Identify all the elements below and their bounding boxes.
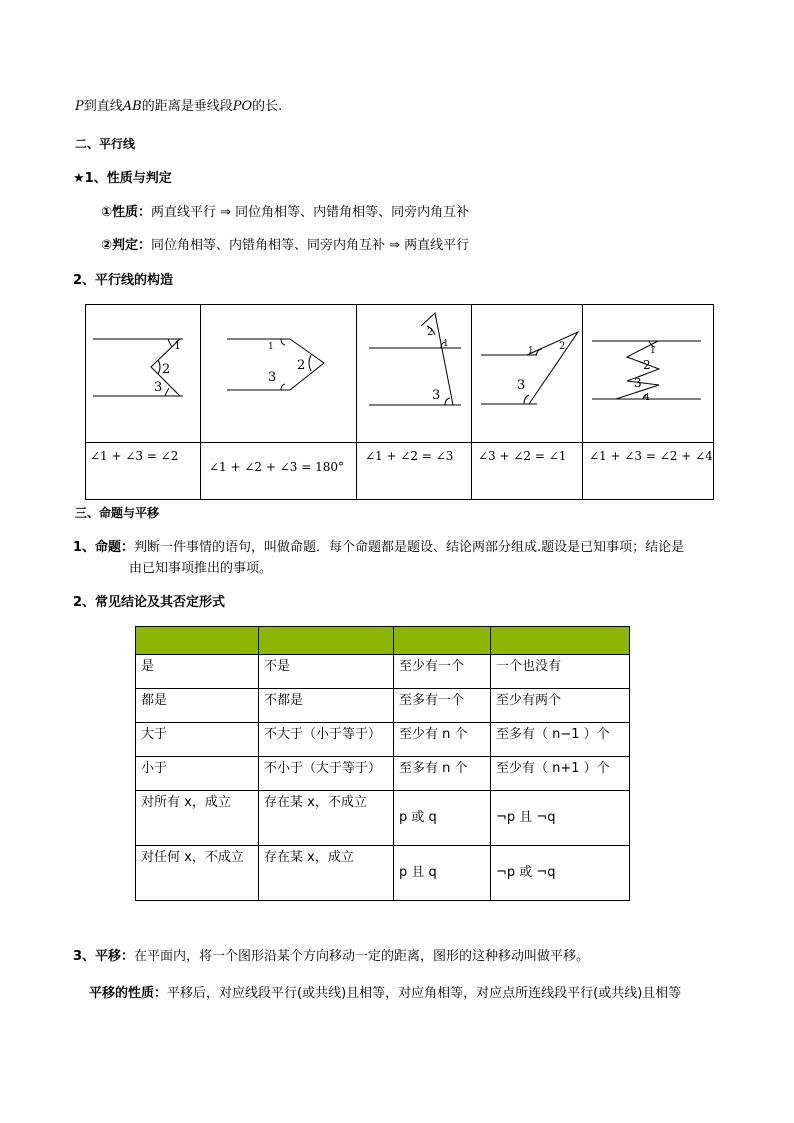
formula-4: ∠3 + ∠2 = ∠1 [478,449,567,463]
angle-mark-4: 4 [644,393,650,403]
translation-property-line [89,985,681,1003]
formula-3: ∠1 + ∠2 = ∠3 [365,449,454,463]
item-2-negation-title: 2、常见结论及其否定形式 [73,595,226,610]
formula-cell-3 [357,443,472,500]
figure-cell-5 [583,305,714,443]
table-row [136,723,630,757]
table-cell: ¬p 且 ¬q [491,791,630,846]
criterion-label: ②判定： [101,238,152,253]
table-row [136,689,630,723]
table-header-cell [259,627,394,655]
negation-table [135,626,630,901]
table-cell: p 且 q [394,846,491,901]
table-row [136,757,630,791]
translation-label: 3、平移： [73,949,135,964]
angle-mark-3: 3 [268,370,277,385]
angle-mark-3: 3 [432,388,441,403]
table-header-cell [491,627,630,655]
angle-mark-1: 1 [174,339,181,352]
point-p: P [75,99,84,114]
proposition-label: 1、命题： [73,540,135,555]
angle-mark-2: 2 [643,358,651,372]
translation-property-text: 平移后，对应线段平行(或共线)且相等，对应角相等，对应点所连线段平行(或共线)且相等 [167,986,682,1001]
angle-mark-1: 1 [443,339,449,349]
table-cell: 大于 [136,723,259,757]
table-cell: 对所有 x，成立 [136,791,259,846]
section-2-heading: 二、平行线 [75,137,136,151]
property-text: 两直线平行 ⇒ 同位角相等、内错角相等、同旁内角互补 [151,205,470,220]
table-cell: 至多有（ n−1 ）个 [491,723,630,757]
table-cell: 至多有一个 [394,689,491,723]
figure-cell-3 [357,305,472,443]
angle-mark-1: 1 [268,342,274,352]
figure-cell-1 [86,305,201,443]
table-row [136,655,630,689]
angle-mark-1: 1 [528,346,534,356]
table-cell: 不小于（大于等于） [259,757,394,791]
intro-text-2: 的距离是垂线段 [141,99,233,114]
table-header-cell [136,627,259,655]
table-cell: 至少有（ n+1 ）个 [491,757,630,791]
angle-mark-3: 3 [517,378,526,393]
proposition-line-1 [73,539,684,557]
table-cell: 至少有 n 个 [394,723,491,757]
angle-mark-1: 1 [650,346,656,356]
table-cell: 不大于（小于等于） [259,723,394,757]
figure-cell-4 [472,305,583,443]
intro-text-3: 的长. [252,99,283,114]
formula-cell-1 [86,443,201,500]
table-cell: 不都是 [259,689,394,723]
table-cell: 是 [136,655,259,689]
table-header-cell [394,627,491,655]
translation-text: 在平面内，将一个图形沿某个方向移动一定的距离，图形的这种移动叫做平移。 [134,949,590,964]
angle-mark-3: 3 [634,376,642,390]
table-cell: 存在某 x，成立 [259,846,394,901]
figure-cell-2 [201,305,357,443]
angle-mark-3: 3 [154,380,163,395]
table-row [136,846,630,901]
formula-cell-4 [472,443,583,500]
formula-cell-2 [201,443,357,500]
figure-5 [583,305,714,442]
angle-mark-2: 2 [297,358,306,373]
figure-1 [86,305,201,442]
formula-cell-5 [583,443,714,500]
item-2-title: 2、平行线的构造 [73,273,174,288]
table-cell: 至少有一个 [394,655,491,689]
translation-line [73,948,589,966]
intro-text-1: 到直线 [83,99,123,114]
table-cell: 存在某 x，不成立 [259,791,394,846]
table-row [136,791,630,846]
figure-3 [357,305,472,442]
property-label: ①性质： [101,205,152,220]
table-cell: p 或 q [394,791,491,846]
section-3-heading: 三、命题与平移 [75,506,160,520]
angle-mark-2: 2 [162,362,171,377]
angle-mark-2: 2 [427,327,434,338]
parallel-construction-table [85,304,714,500]
table-cell: ¬p 或 ¬q [491,846,630,901]
segment-po: PO [232,99,253,114]
table-cell: 对任何 x，不成立 [136,846,259,901]
table-cell: 小于 [136,757,259,791]
table-cell: 都是 [136,689,259,723]
line-ab: AB [122,99,142,114]
criterion-text: 同位角相等、内错角相等、同旁内角互补 ⇒ 两直线平行 [151,238,470,253]
table-cell: 不是 [259,655,394,689]
formula-5: ∠1 + ∠3 = ∠2 + ∠4 [589,449,713,463]
table-cell: 至少有两个 [491,689,630,723]
item-1-title: ★1、性质与判定 [73,171,172,186]
property-line [101,204,469,222]
criterion-line [101,237,469,255]
formula-1: ∠1 + ∠3 = ∠2 [90,449,179,463]
figure-4 [472,305,583,442]
proposition-line-2: 由已知事项推出的事项。 [129,561,273,576]
proposition-text-1: 判断一件事情的语句，叫做命题．每个命题都是题设、结论两部分组成.题设是已知事项；结论是 [134,540,685,555]
figure-2 [201,305,357,442]
angle-mark-2: 2 [559,341,566,352]
intro-sentence [75,98,282,116]
table-cell: 一个也没有 [491,655,630,689]
translation-property-label: 平移的性质： [89,986,168,1001]
formula-2: ∠1 + ∠2 + ∠3 = 180° [209,460,345,474]
table-cell: 至多有 n 个 [394,757,491,791]
